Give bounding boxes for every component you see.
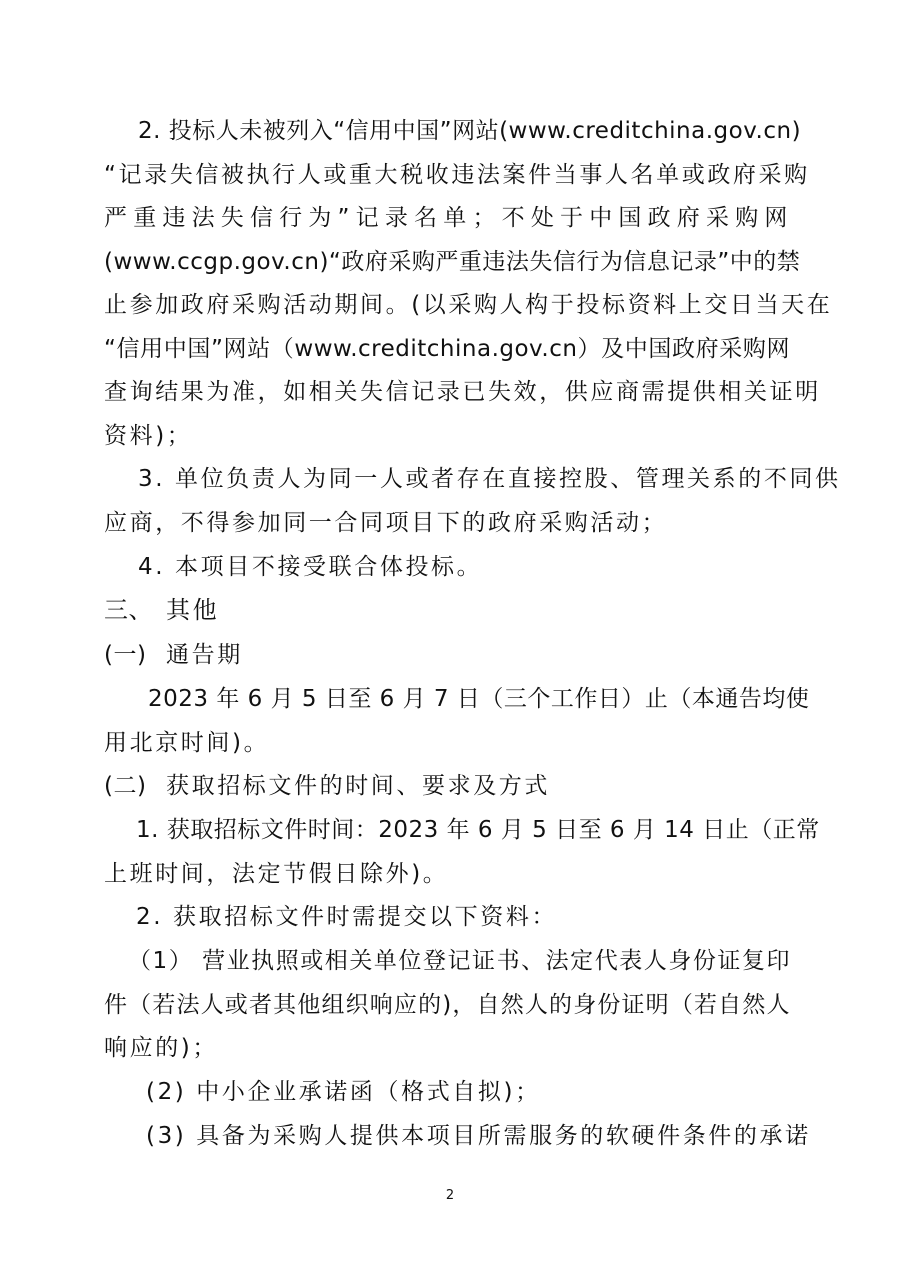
item-1-line-1: （1） 营业执照或相关单位登记证书、法定代表人身份证复印: [128, 948, 790, 974]
para2-line-1: 2. 投标人未被列入“信用中国”网站(www.creditchina.gov.cn): [138, 118, 802, 144]
obtain-materials: 2. 获取招标文件时需提交以下资料：: [136, 904, 558, 930]
item-1-line-2: 件（若法人或者其他组织响应的)，自然人的身份证明（若自然人: [104, 992, 790, 1018]
para4: 4. 本项目不接受联合体投标。: [138, 554, 483, 580]
para2-line-7: 查询结果为准，如相关失信记录已失效，供应商需提供相关证明: [104, 379, 821, 405]
obtain-time-line-1: 1. 获取招标文件时间：2023 年 6 月 5 日至 6 月 14 日止（正常: [136, 817, 820, 843]
para2-line-8: 资料)；: [104, 423, 193, 449]
para2-line-3: 严重违法失信行为”记录名单；不处于中国政府采购网: [104, 205, 790, 231]
para2-line-4: (www.ccgp.gov.cn)“政府采购严重违法失信行为信息记录”中的禁: [104, 249, 801, 275]
page-number: 2: [445, 1188, 455, 1203]
sub-1-title: 通告期: [166, 642, 243, 668]
item-1-line-3: 响应的)；: [104, 1035, 218, 1061]
para2-line-2: “记录失信被执行人或重大税收违法案件当事人名单或政府采购: [104, 162, 810, 188]
sub-2-number: (二): [104, 773, 147, 799]
section-3-number: 三、: [104, 596, 153, 624]
obtain-time-line-2: 上班时间，法定节假日除外)。: [104, 861, 449, 887]
para3-line-2: 应商，不得参加同一合同项目下的政府采购活动；: [104, 510, 668, 536]
sub-2-title: 获取招标文件的时间、要求及方式: [166, 773, 550, 799]
notice-period-line-2: 用北京时间)。: [104, 730, 270, 756]
para2-line-5: 止参加政府采购活动期间。(以采购人构于投标资料上交日当天在: [104, 292, 833, 318]
item-2: (2) 中小企业承诺函（格式自拟)；: [146, 1079, 541, 1105]
para3-line-1: 3. 单位负责人为同一人或者存在直接控股、管理关系的不同供: [138, 466, 841, 492]
notice-period-line-1: 2023 年 6 月 5 日至 6 月 7 日（三个工作日）止（本通告均使: [148, 686, 810, 712]
item-3: (3) 具备为采购人提供本项目所需服务的软硬件条件的承诺: [146, 1123, 811, 1149]
sub-1-number: (一): [104, 642, 147, 668]
para2-line-6: “信用中国”网站（www.creditchina.gov.cn）及中国政府采购网: [104, 336, 790, 362]
section-3-title: 其他: [166, 596, 220, 624]
